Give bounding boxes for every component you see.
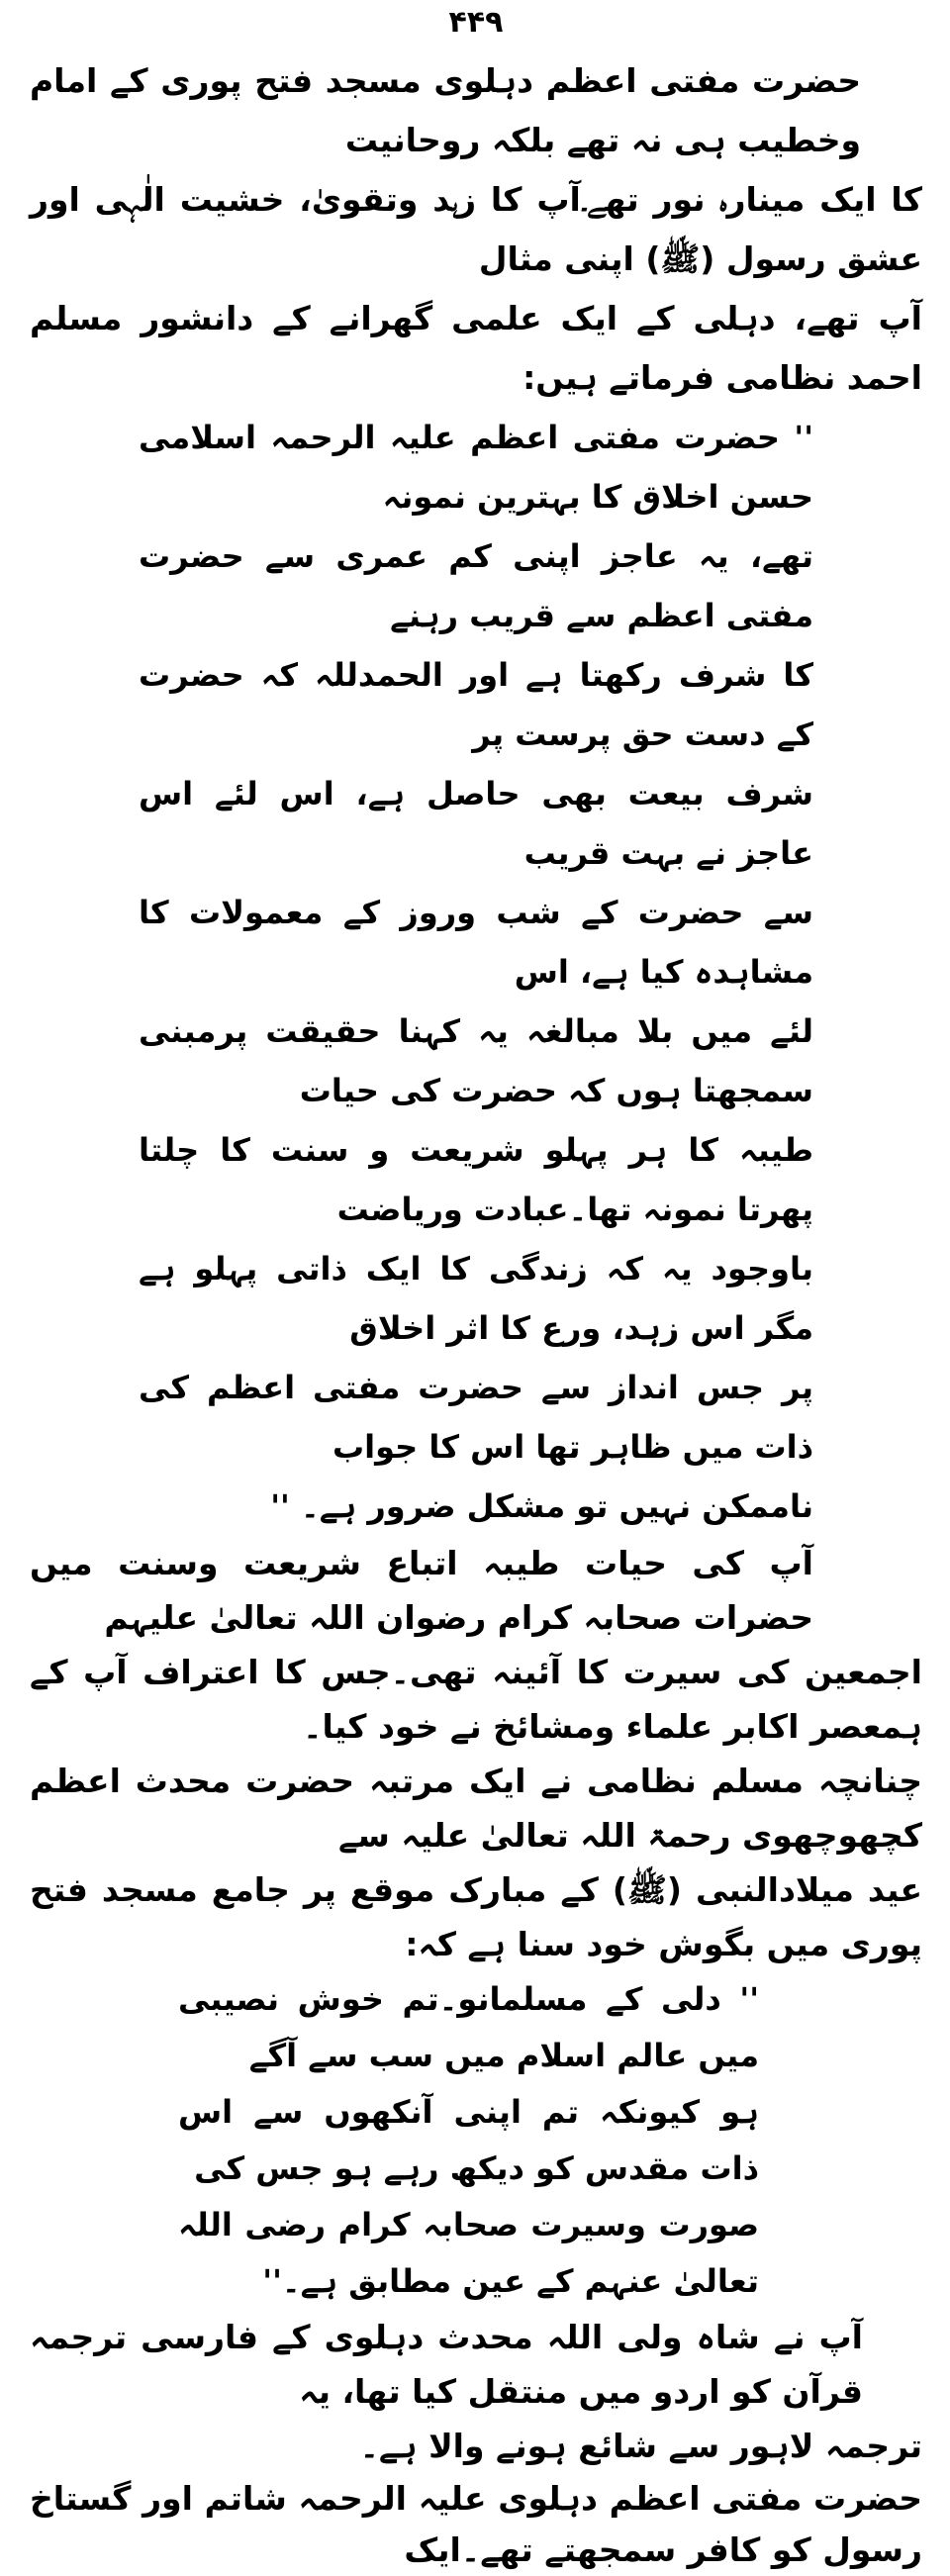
text-line: حضرت مفتی اعظم دہلوی علیہ الرحمہ شاتم اور گستاخ رسول کو کافر سمجھتے تھے۔ایک (30, 2479, 922, 2569)
text-line: ترجمہ لاہور سے شائع ہونے والا ہے۔ (359, 2427, 922, 2465)
paragraph-2 (30, 1536, 922, 1971)
paragraph-3 (30, 2310, 922, 2473)
quote-line: شرف بیعت بھی حاصل ہے، اس لئے اس عاجز نے بہت قریب (139, 775, 813, 872)
paragraph-4 (30, 2473, 922, 2576)
quote-line: صورت وسیرت صحابہ کرام رضی اللہ تعالیٰ عنہم کے عین مطابق ہے۔'' (178, 2206, 759, 2300)
quote-line: تھے، یہ عاجز اپنی کم عمری سے حضرت مفتی اعظم سے قریب رہنے (139, 537, 813, 634)
quote-line: پر جس انداز سے حضرت مفتی اعظم کی ذات میں ظاہر تھا اس کا جواب (139, 1369, 813, 1466)
text-line: عید میلادالنبی (ﷺ) کے مبارک موقع پر جامع مسجد فتح پوری میں بگوش خود سنا ہے کہ: (30, 1870, 922, 1963)
quote-line: سے حضرت کے شب وروز کے معمولات کا مشاہدہ کیا ہے، اس (139, 894, 813, 991)
quote-line: کا شرف رکھتا ہے اور الحمدللہ کہ حضرت کے دست حق پرست پر (139, 656, 813, 753)
quote-line: طیبہ کا ہر پہلو شریعت و سنت کا چلتا پھرتا نمونہ تھا۔عبادت وریاضت (139, 1131, 813, 1228)
quote-2 (30, 1971, 922, 2310)
quote-line: باوجود یہ کہ زندگی کا ایک ذاتی پہلو ہے مگر اس زہد، ورع کا اثر اخلاق (139, 1250, 813, 1347)
quote-line: ہو کیونکہ تم اپنی آنکھوں سے اس ذات مقدس کو دیکھ رہے ہو جس کی (178, 2093, 759, 2187)
text-line: حضرت مفتی اعظم دہلوی مسجد فتح پوری کے امام وخطیب ہی نہ تھے بلکہ روحانیت (30, 61, 861, 159)
text-line: اجمعین کی سیرت کا آئینہ تھی۔جس کا اعتراف آپ کے ہمعصر اکابر علماء ومشائخ نے خود کیا۔ (30, 1653, 922, 1746)
text-line: آپ نے شاہ ولی اللہ محدث دہلوی کے فارسی ترجمہ قرآن کو اردو میں منتقل کیا تھا، یہ (30, 2318, 863, 2411)
quote-line: '' حضرت مفتی اعظم علیہ الرحمہ اسلامی حسن اخلاق کا بہترین نمونہ (139, 419, 813, 516)
text-line: آپ تھے، دہلی کے ایک علمی گھرانے کے دانشور مسلم احمد نظامی فرماتے ہیں: (30, 299, 922, 397)
text-line: کا ایک مینارہ نور تھے۔آپ کا زہد وتقویٰ، خشیت الٰہی اور عشق رسول (ﷺ) اپنی مثال (30, 180, 922, 278)
text-line: آپ کی حیات طیبہ اتباع شریعت وسنت میں حضرات صحابہ کرام رضوان اللہ تعالیٰ علیہم (30, 1544, 813, 1637)
paragraph-1 (30, 51, 922, 408)
quote-line: ناممکن نہیں تو مشکل ضرور ہے۔ '' (270, 1487, 813, 1525)
quote-1 (30, 408, 922, 1536)
page-number: ۴۴۹ (448, 5, 504, 40)
quote-line: '' دلی کے مسلمانو۔تم خوش نصیبی میں عالم اسلام میں سب سے آگے (178, 1980, 759, 2074)
quote-line: لئے میں بلا مبالغہ یہ کہنا حقیقت پرمبنی سمجھتا ہوں کہ حضرت کی حیات (139, 1012, 813, 1109)
text-line: چنانچہ مسلم نظامی نے ایک مرتبہ حضرت محدث اعظم کچھوچھوی رحمۃ اللہ تعالیٰ علیہ سے (30, 1762, 922, 1855)
